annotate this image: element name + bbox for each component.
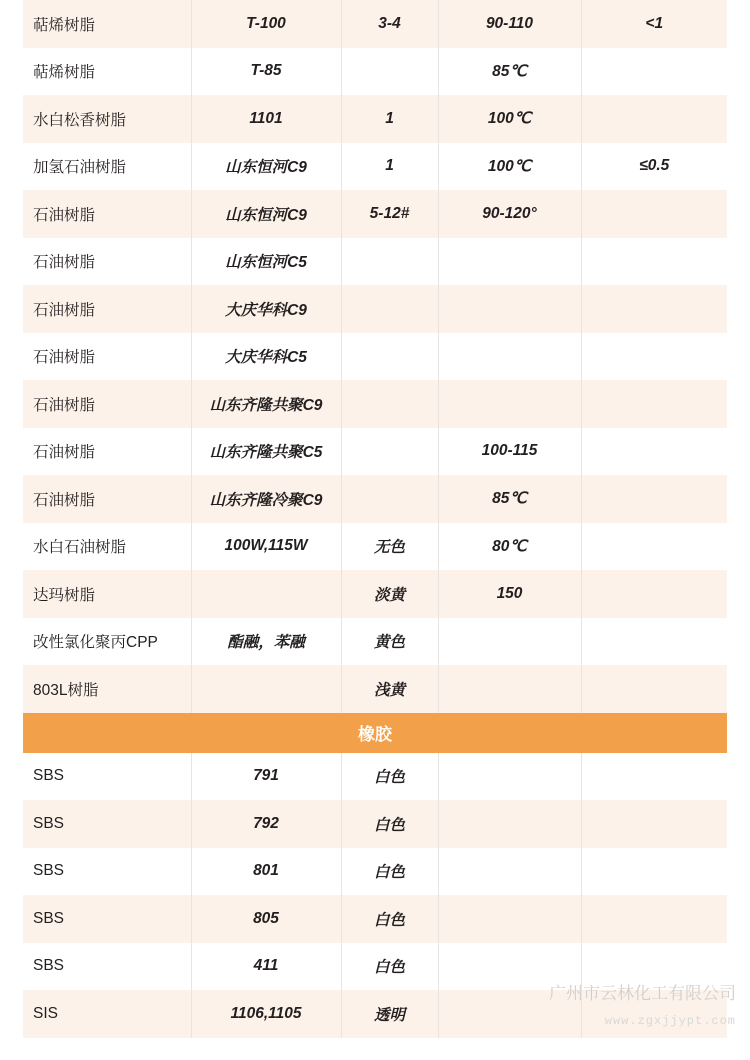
table-row — [23, 238, 727, 286]
cell-property1: 透明 — [341, 990, 438, 1038]
cell-product: 石油树脂 — [23, 428, 191, 476]
cell-grade: 791 — [191, 753, 341, 801]
cell-product: 萜烯树脂 — [23, 48, 191, 96]
table-row — [23, 895, 727, 943]
cell-product: 石油树脂 — [23, 333, 191, 381]
cell-property2: 90-120° — [438, 190, 581, 238]
cell-property1: 1 — [341, 95, 438, 143]
cell-property3: <1 — [581, 0, 727, 48]
cell-property1 — [341, 333, 438, 381]
cell-product: 萜烯树脂 — [23, 0, 191, 48]
cell-property3 — [581, 190, 727, 238]
cell-property1: 淡黄 — [341, 570, 438, 618]
cell-property2 — [438, 895, 581, 943]
cell-property3 — [581, 95, 727, 143]
table-row — [23, 333, 727, 381]
cell-property1: 无色 — [341, 523, 438, 571]
cell-property3 — [581, 523, 727, 571]
cell-product: 水白石油树脂 — [23, 523, 191, 571]
product-table — [23, 0, 727, 1038]
cell-grade: 411 — [191, 943, 341, 991]
cell-grade: 805 — [191, 895, 341, 943]
watermark-url: www.zgxjjypt.com — [604, 1013, 736, 1028]
cell-property2 — [438, 238, 581, 286]
table-row — [23, 665, 727, 713]
cell-property1: 白色 — [341, 800, 438, 848]
table-row — [23, 618, 727, 666]
table-row — [23, 753, 727, 801]
cell-grade: 801 — [191, 848, 341, 896]
cell-grade: 山东恒河C5 — [191, 238, 341, 286]
table-row — [23, 523, 727, 571]
cell-property1 — [341, 48, 438, 96]
table-row — [23, 848, 727, 896]
cell-property3: ≤0.5 — [581, 143, 727, 191]
cell-grade: 大庆华科C9 — [191, 285, 341, 333]
cell-product: 石油树脂 — [23, 190, 191, 238]
table-body — [23, 0, 727, 1038]
table-row — [23, 428, 727, 476]
cell-property3 — [581, 238, 727, 286]
cell-property2 — [438, 800, 581, 848]
cell-property3 — [581, 380, 727, 428]
cell-grade: 1101 — [191, 95, 341, 143]
cell-product: SBS — [23, 895, 191, 943]
table-row — [23, 380, 727, 428]
cell-property1: 5-12# — [341, 190, 438, 238]
cell-property3 — [581, 895, 727, 943]
cell-property1: 白色 — [341, 753, 438, 801]
cell-grade: T-85 — [191, 48, 341, 96]
cell-grade: 山东齐隆共聚C5 — [191, 428, 341, 476]
cell-property3 — [581, 753, 727, 801]
cell-property1 — [341, 428, 438, 476]
cell-product: 达玛树脂 — [23, 570, 191, 618]
cell-grade: 山东齐隆共聚C9 — [191, 380, 341, 428]
cell-property2: 100℃ — [438, 95, 581, 143]
cell-property1: 白色 — [341, 848, 438, 896]
cell-property3 — [581, 333, 727, 381]
cell-property2 — [438, 665, 581, 713]
cell-property1: 3-4 — [341, 0, 438, 48]
cell-property3 — [581, 990, 727, 1038]
table-row — [23, 570, 727, 618]
cell-property2 — [438, 753, 581, 801]
cell-property3 — [581, 570, 727, 618]
table-row — [23, 990, 727, 1038]
section-header-row — [23, 713, 727, 753]
cell-grade — [191, 665, 341, 713]
cell-grade: 792 — [191, 800, 341, 848]
cell-property3 — [581, 618, 727, 666]
cell-product: 石油树脂 — [23, 238, 191, 286]
cell-property3 — [581, 428, 727, 476]
cell-property2 — [438, 380, 581, 428]
cell-grade: 1106,1105 — [191, 990, 341, 1038]
cell-property2 — [438, 285, 581, 333]
table-row — [23, 285, 727, 333]
table-row — [23, 95, 727, 143]
table-row — [23, 475, 727, 523]
cell-product: SBS — [23, 800, 191, 848]
cell-product: SBS — [23, 848, 191, 896]
cell-grade — [191, 570, 341, 618]
cell-property3 — [581, 665, 727, 713]
cell-product: 水白松香树脂 — [23, 95, 191, 143]
cell-property3 — [581, 800, 727, 848]
cell-property2: 85℃ — [438, 48, 581, 96]
table-row — [23, 0, 727, 48]
cell-product: 加氢石油树脂 — [23, 143, 191, 191]
cell-product: 石油树脂 — [23, 475, 191, 523]
cell-property3 — [581, 943, 727, 991]
cell-property1 — [341, 238, 438, 286]
table-row — [23, 800, 727, 848]
table-row — [23, 190, 727, 238]
cell-property2 — [438, 618, 581, 666]
cell-property2: 80℃ — [438, 523, 581, 571]
cell-property1: 黄色 — [341, 618, 438, 666]
cell-property1: 浅黄 — [341, 665, 438, 713]
cell-property3 — [581, 48, 727, 96]
cell-product: SIS — [23, 990, 191, 1038]
cell-grade: 山东齐隆冷聚C9 — [191, 475, 341, 523]
cell-property3 — [581, 475, 727, 523]
cell-grade: 山东恒河C9 — [191, 190, 341, 238]
cell-product: 803L树脂 — [23, 665, 191, 713]
table-row — [23, 48, 727, 96]
cell-grade: T-100 — [191, 0, 341, 48]
cell-grade: 100W,115W — [191, 523, 341, 571]
section-header-label: 橡胶 — [23, 713, 727, 753]
cell-property1 — [341, 475, 438, 523]
cell-property2: 85℃ — [438, 475, 581, 523]
table-row — [23, 943, 727, 991]
cell-grade: 山东恒河C9 — [191, 143, 341, 191]
cell-property2 — [438, 990, 581, 1038]
cell-property2: 90-110 — [438, 0, 581, 48]
cell-product: 石油树脂 — [23, 380, 191, 428]
cell-product: 改性氯化聚丙CPP — [23, 618, 191, 666]
cell-property2: 150 — [438, 570, 581, 618]
cell-property1: 1 — [341, 143, 438, 191]
table-row — [23, 143, 727, 191]
cell-property1 — [341, 380, 438, 428]
cell-property3 — [581, 848, 727, 896]
cell-product: SBS — [23, 753, 191, 801]
cell-property2 — [438, 333, 581, 381]
watermark-company: 广州市云林化工有限公司 — [549, 983, 736, 1003]
cell-property2 — [438, 848, 581, 896]
cell-product: 石油树脂 — [23, 285, 191, 333]
cell-grade: 酯融，苯融 — [191, 618, 341, 666]
cell-property1: 白色 — [341, 943, 438, 991]
cell-property2 — [438, 943, 581, 991]
cell-grade: 大庆华科C5 — [191, 333, 341, 381]
cell-product: SBS — [23, 943, 191, 991]
cell-property3 — [581, 285, 727, 333]
cell-property2: 100-115 — [438, 428, 581, 476]
cell-property1 — [341, 285, 438, 333]
cell-property1: 白色 — [341, 895, 438, 943]
cell-property2: 100℃ — [438, 143, 581, 191]
